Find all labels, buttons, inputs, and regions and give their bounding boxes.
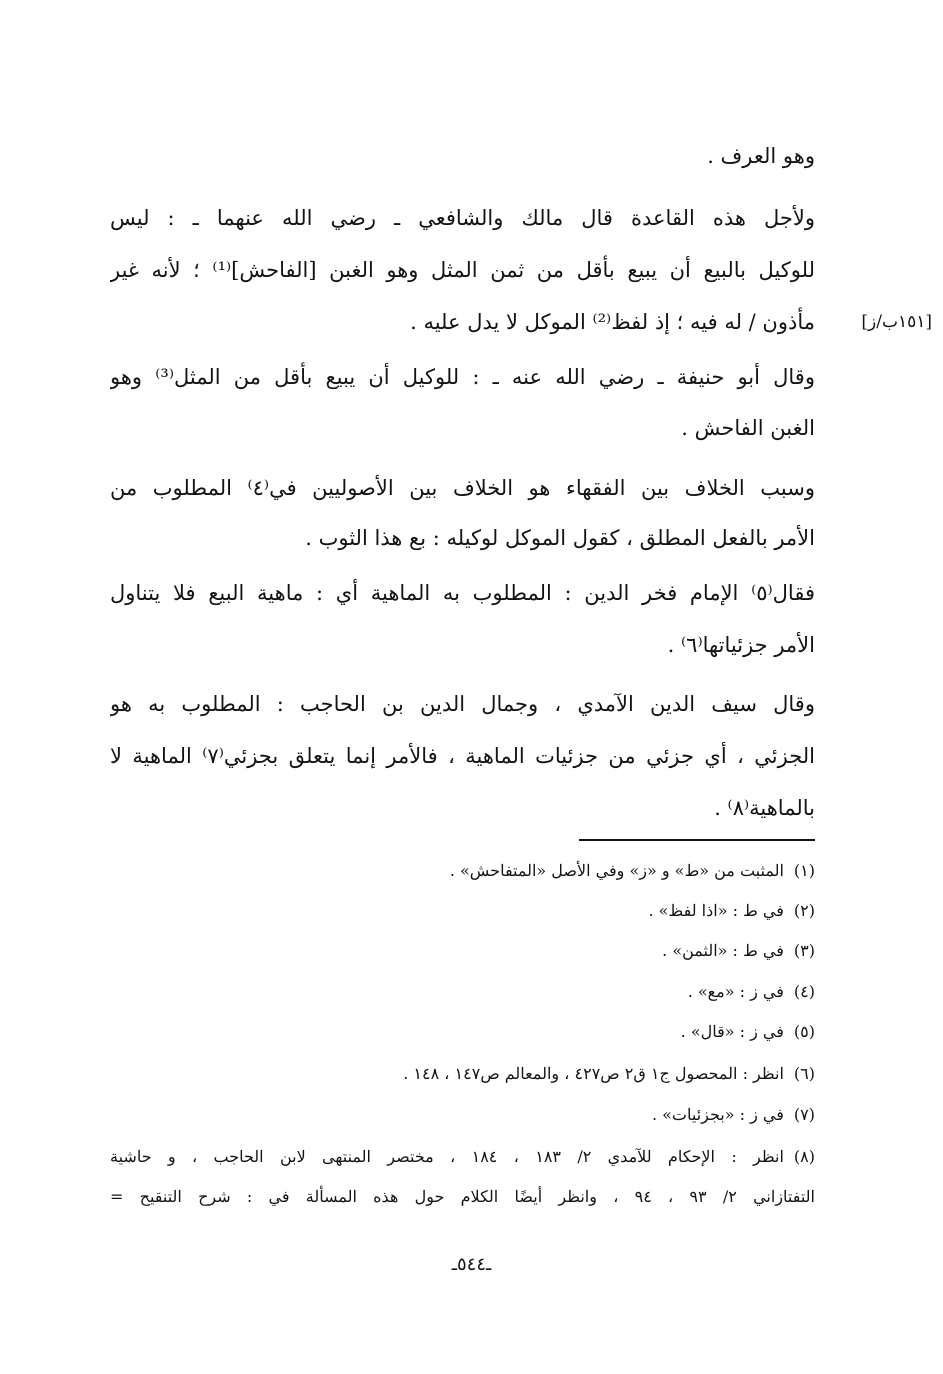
footnote-text: في ز : «قال» . [680, 1022, 784, 1041]
body-line-6: الغبن الفاحش . [681, 416, 815, 440]
footnote-number: (٦) [793, 1064, 815, 1083]
body-line-11: وقال سيف الدين الآمدي ، وجمال الدين بن الحاجب : المطلوب به هو [110, 692, 815, 716]
footnote-8 [110, 1143, 815, 1171]
footnote-text: المثبت من «ط» و «ز» وفي الأصل «المتفاحش» . [449, 861, 784, 880]
footnote-number: (١) [793, 861, 815, 880]
footnote-text: في ز : «مع» . [687, 982, 784, 1001]
body-line-9: فقال⁽٥⁾ الإمام فخر الدين : المطلوب به الماهية أي : ماهية البيع فلا يتناول [110, 581, 815, 605]
body-line-4: مأذون / له فيه ؛ إذ لفظ⁽²⁾ الموكل لا يدل عليه . [410, 310, 815, 334]
margin-folio-note: [١٥١ب/ز] [861, 312, 932, 332]
body-line-8: الأمر بالفعل المطلق ، كقول الموكل لوكيله : بع هذا الثوب . [305, 526, 815, 550]
footnote-1 [110, 857, 815, 885]
footnote-text: في ط : «الثمن» . [662, 941, 784, 960]
footnote-number: (٤) [793, 982, 815, 1001]
footnote-number: (٣) [793, 941, 815, 960]
footnote-5 [110, 1018, 815, 1046]
page-number: ـ٥٤٤ـ [451, 1254, 492, 1275]
footnote-number: (٢) [793, 901, 815, 920]
body-line-13: بالماهية⁽٨⁾ . [714, 796, 815, 820]
body-line-2: ولأجل هذه القاعدة قال مالك والشافعي ـ رضي الله عنهما ـ : ليس [110, 206, 815, 230]
footnote-7 [110, 1101, 815, 1129]
footnote-separator [579, 839, 815, 841]
body-line-1: وهو العرف . [707, 144, 815, 168]
footnote-4 [110, 978, 815, 1006]
footnote-6 [110, 1060, 815, 1088]
body-line-7: وسبب الخلاف بين الفقهاء هو الخلاف بين الأصوليين في⁽٤⁾ المطلوب من [110, 476, 815, 500]
footnote-2 [110, 897, 815, 925]
footnote-number: (٥) [793, 1022, 815, 1041]
footnote-text: انظر : المحصول ج١ ق٢ ص٤٢٧ ، والمعالم ص١٤٧ ، ١٤٨ . [403, 1064, 784, 1083]
footnote-number: (٧) [793, 1105, 815, 1124]
footnote-text: انظر : الإحكام للآمدي ٢/ ١٨٣ ، ١٨٤ ، مختصر المنتهى لابن الحاجب ، و حاشية [110, 1147, 784, 1166]
body-line-5: وقال أبو حنيفة ـ رضي الله عنه ـ : للوكيل أن يبيع بأقل من المثل⁽³⁾ وهو [110, 365, 815, 389]
footnote-number: (٨) [793, 1147, 815, 1166]
body-line-10: الأمر جزئياتها⁽٦⁾ . [667, 633, 815, 657]
body-line-3: للوكيل بالبيع أن يبيع بأقل من ثمن المثل وهو الغبن [الفاحش]⁽¹⁾ ؛ لأنه غير [110, 258, 815, 282]
footnote-3 [110, 937, 815, 965]
footnote-8-continuation: التفتازاني ٢/ ٩٣ ، ٩٤ ، وانظر أيضًا الكلام حول هذه المسألة في : شرح التنقيح = [110, 1187, 815, 1206]
body-line-12: الجزئي ، أي جزئي من جزئيات الماهية ، فالأمر إنما يتعلق بجزئي⁽٧⁾ الماهية لا [110, 744, 815, 768]
footnote-text: في ز : «بجزئيات» . [651, 1105, 784, 1124]
footnote-text: في ط : «اذا لفظ» . [648, 901, 784, 920]
